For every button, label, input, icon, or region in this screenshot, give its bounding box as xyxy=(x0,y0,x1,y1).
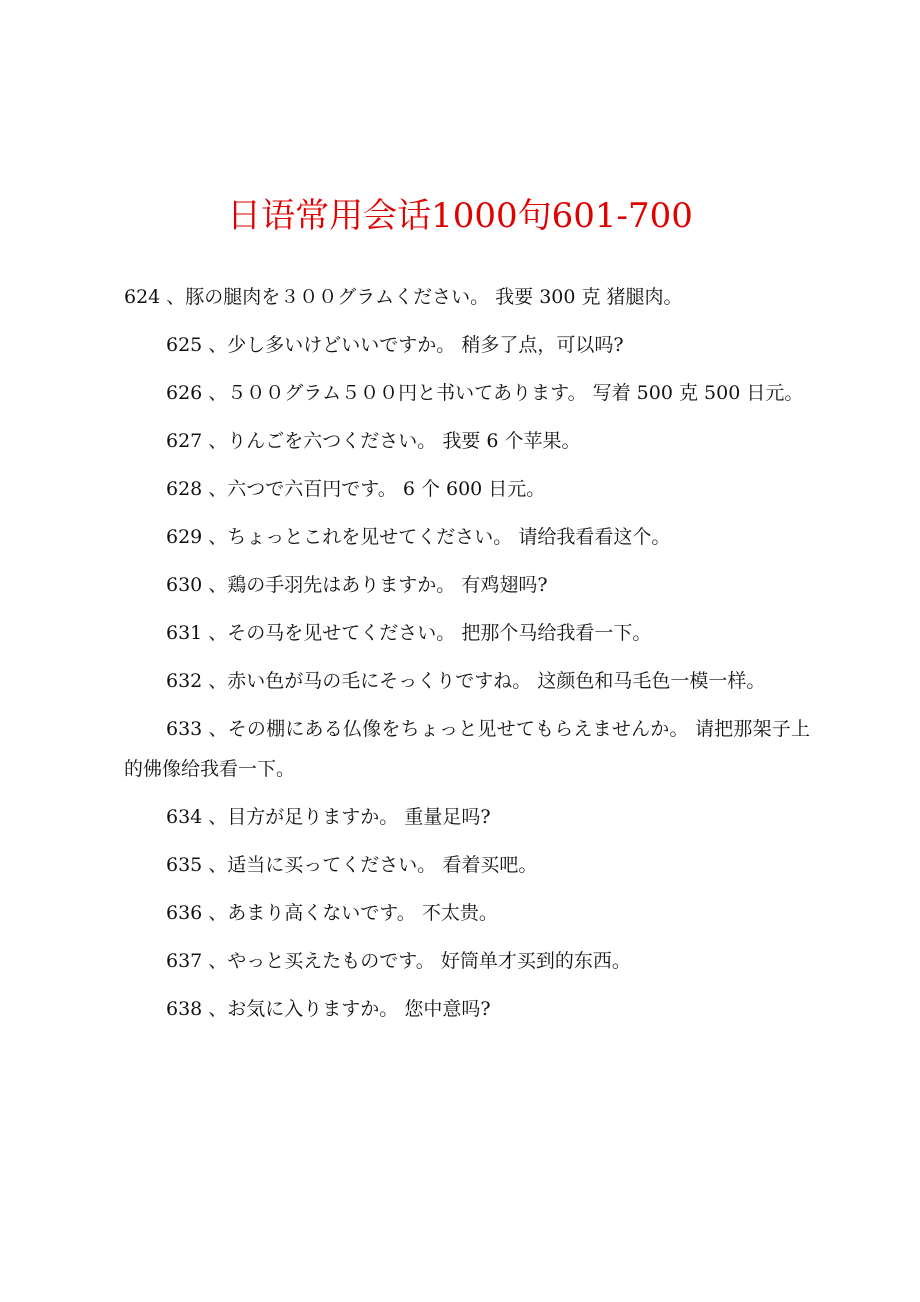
phrase-text: 630 、鶏の手羽先はありますか。 有鸡翅吗? xyxy=(166,574,548,596)
phrase-text: 631 、その马を见せてください。 把那个马给我看一下。 xyxy=(166,622,652,644)
phrase-text: 626 、５００グラム５００円と书いてあります。 写着 500 克 500 日元。 xyxy=(166,382,804,404)
phrase-entry-636 xyxy=(124,894,810,934)
phrase-list xyxy=(124,278,810,1038)
phrase-text: 636 、あまり高くないです。 不太贵。 xyxy=(166,901,498,924)
phrase-text: 638 、お気に入りますか。 您中意吗? xyxy=(166,997,491,1020)
phrase-entry-632 xyxy=(124,662,810,702)
phrase-entry-633 xyxy=(124,710,810,789)
phrase-text: 633 、その棚にある仏像をちょっと见せてもらえませんか。 请把那架子上的佛像给我看一下。 xyxy=(124,718,810,780)
phrase-entry-637 xyxy=(124,942,810,982)
phrase-entry-628 xyxy=(124,470,810,510)
phrase-text: 625 、少し多いけどいいですか。 稍多了点，可以吗? xyxy=(166,334,624,356)
phrase-entry-630 xyxy=(124,566,810,606)
document-title: 日语常用会话1000句601-700 xyxy=(227,196,693,236)
phrase-text: 637 、やっと买えたものです。 好筒单才买到的东西。 xyxy=(166,949,631,972)
phrase-entry-624 xyxy=(124,278,810,318)
phrase-text: 624 、豚の腿肉を３００グラムください。 我要 300 克 猪腿肉。 xyxy=(124,286,683,308)
phrase-entry-625 xyxy=(124,326,810,366)
phrase-entry-638 xyxy=(124,990,810,1030)
phrase-text: 629 、ちょっとこれを见せてください。 请给我看看这个。 xyxy=(166,526,671,548)
phrase-entry-634 xyxy=(124,798,810,838)
phrase-text: 628 、六つで六百円です。 6 个 600 日元。 xyxy=(166,478,546,500)
phrase-entry-627 xyxy=(124,422,810,462)
phrase-text: 635 、适当に买ってください。 看着买吧。 xyxy=(166,853,538,876)
phrase-text: 627 、りんごを六つください。 我要 6 个苹果。 xyxy=(166,430,581,452)
phrase-text: 634 、目方が足りますか。 重量足吗? xyxy=(166,805,491,828)
phrase-entry-635 xyxy=(124,846,810,886)
phrase-entry-626 xyxy=(124,374,810,414)
phrase-entry-629 xyxy=(124,518,810,558)
phrase-entry-631 xyxy=(124,614,810,654)
phrase-text: 632 、赤い色が马の毛にそっくりですね。 这颜色和马毛色一模一样。 xyxy=(166,670,766,692)
